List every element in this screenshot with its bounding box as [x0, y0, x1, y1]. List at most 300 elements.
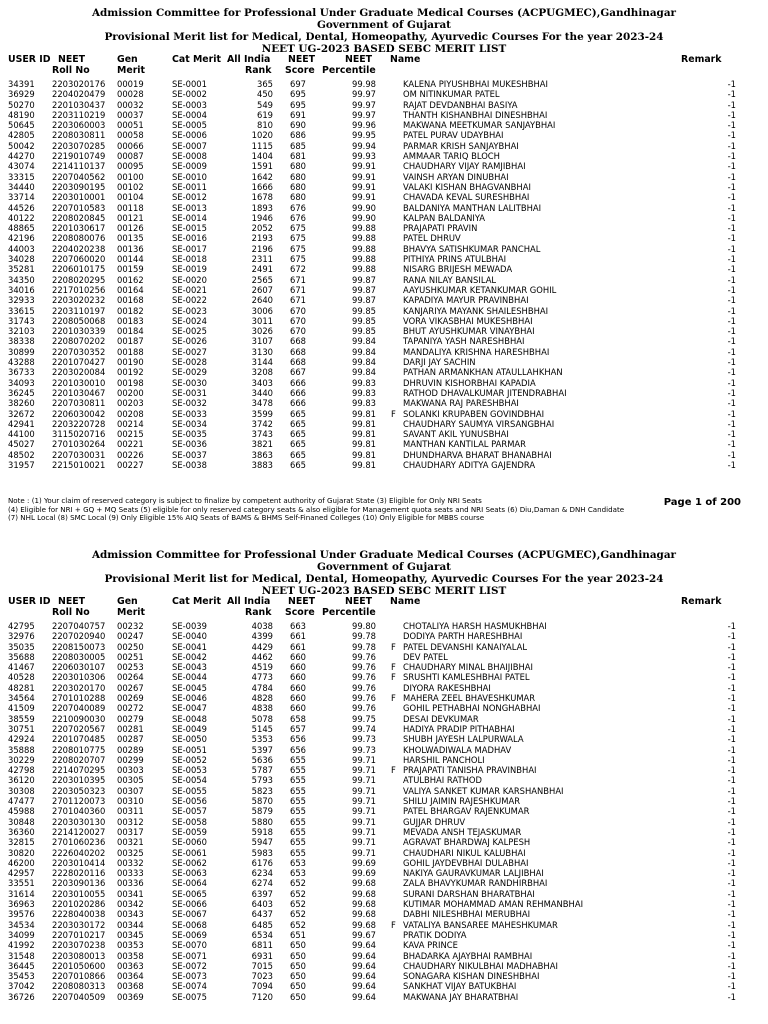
table-row	[0, 89, 768, 99]
candidate-name: MANTHAN KANTILAL PARMAR	[403, 439, 526, 450]
neet-score: 680	[290, 161, 306, 172]
remark: -1	[727, 672, 736, 683]
table-row	[0, 460, 768, 470]
neet-score: 667	[290, 367, 306, 378]
candidate-name: ATULBHAI RATHOD	[403, 775, 482, 786]
all-india-rank: 2196	[251, 243, 273, 254]
all-india-rank: 6234	[251, 868, 273, 879]
gen-merit: 00272	[117, 703, 144, 714]
table-row	[0, 192, 768, 202]
cat-merit: SE-0060	[172, 837, 207, 848]
neet-percentile: 99.68	[352, 888, 376, 899]
cat-merit: SE-0065	[172, 888, 207, 899]
user-id: 31743	[8, 315, 35, 326]
candidate-name: DODIYA PARTH HARESHBHAI	[403, 631, 523, 642]
remark: -1	[727, 418, 736, 429]
neet-roll-no: 2201070427	[52, 357, 106, 368]
gen-merit: 00058	[117, 130, 144, 141]
remark: -1	[727, 662, 736, 673]
neet-roll-no: 2201020286	[52, 899, 106, 910]
remark: -1	[727, 151, 736, 162]
user-id: 36963	[8, 899, 35, 910]
candidate-name: PARMAR KRISH SANJAYBHAI	[403, 140, 519, 151]
user-id: 36445	[8, 960, 35, 971]
neet-percentile: 99.67	[352, 929, 376, 940]
candidate-name: AMMAAR TARIQ BLOCH	[403, 151, 500, 162]
candidate-name: PRATIK DODIYA	[403, 929, 467, 940]
neet-percentile: 99.91	[352, 171, 376, 182]
neet-roll-no: 2203220728	[52, 418, 106, 429]
neet-roll-no: 2203010395	[52, 775, 106, 786]
all-india-rank: 5918	[251, 826, 273, 837]
cat-merit: SE-0015	[172, 223, 207, 234]
cat-merit: SE-0014	[172, 212, 207, 223]
cat-merit: SE-0034	[172, 418, 207, 429]
candidate-name: NISARG BRIJESH MEWADA	[403, 264, 513, 275]
gen-merit: 00159	[117, 264, 144, 275]
table-row	[0, 223, 768, 233]
gen-merit: 00247	[117, 631, 144, 642]
neet-roll-no: 2203070285	[52, 140, 106, 151]
neet-roll-no: 2208050068	[52, 315, 106, 326]
user-id: 43288	[8, 357, 35, 368]
cat-merit: SE-0029	[172, 367, 207, 378]
user-id: 41992	[8, 940, 35, 951]
cat-merit: SE-0025	[172, 326, 207, 337]
col-cat-merit: Cat Merit	[172, 596, 221, 607]
all-india-rank: 7023	[251, 971, 273, 982]
cat-merit: SE-0040	[172, 631, 207, 642]
neet-roll-no: 2219010749	[52, 151, 106, 162]
user-id: 35281	[8, 264, 35, 275]
candidate-name: HARSHIL PANCHOLI	[403, 754, 485, 765]
table-row	[0, 172, 768, 182]
neet-roll-no: 2203050323	[52, 785, 106, 796]
cat-merit: SE-0051	[172, 744, 207, 755]
candidate-name: AGRAVAT BHARDWAJ KALPESH	[403, 837, 531, 848]
neet-percentile: 99.76	[352, 672, 376, 683]
cat-merit: SE-0038	[172, 459, 207, 470]
gen-merit: 00303	[117, 765, 144, 776]
note-line-2: (4) Eligible for NRI + GQ + MQ Seats (5) eligible for only reserved category seats & also eligible for Management quota seats and NRI Seats (6) Diu,Daman & DNH Candidate	[8, 504, 625, 514]
candidate-name: RAJAT DEVDANBHAI BASIYA	[403, 99, 518, 110]
neet-score: 650	[290, 981, 306, 992]
remark: -1	[727, 703, 736, 714]
neet-percentile: 99.68	[352, 899, 376, 910]
candidate-name: AAYUSHKUMAR KETANKUMAR GOHIL	[403, 284, 557, 295]
user-id: 36360	[8, 826, 35, 837]
table-row	[0, 662, 768, 672]
candidate-name: CHOTALIYA HARSH HASMUKHBHAI	[403, 621, 547, 631]
neet-roll-no: 2207020940	[52, 631, 106, 642]
neet-percentile: 99.88	[352, 223, 376, 234]
user-id: 31614	[8, 888, 35, 899]
table-row	[0, 264, 768, 274]
neet-percentile: 99.68	[352, 878, 376, 889]
user-id: 34534	[8, 919, 35, 930]
candidate-name: PATEL DHRUV	[403, 233, 461, 244]
gen-merit: 00208	[117, 408, 144, 419]
all-india-rank: 6534	[251, 929, 273, 940]
neet-score: 650	[290, 971, 306, 982]
remark: -1	[727, 744, 736, 755]
neet-percentile: 99.96	[352, 120, 376, 131]
remark: -1	[727, 192, 736, 203]
neet-roll-no: 2203030130	[52, 816, 106, 827]
cat-merit: SE-0033	[172, 408, 207, 419]
neet-roll-no: 2208030811	[52, 130, 106, 141]
remark: -1	[727, 621, 736, 631]
remark: -1	[727, 878, 736, 889]
all-india-rank: 1591	[251, 161, 273, 172]
header-list-name: NEET UG-2023 BASED SEBC MERIT LIST	[261, 585, 507, 597]
cat-merit: SE-0020	[172, 274, 207, 285]
table-row	[0, 837, 768, 847]
gen-merit: 00343	[117, 909, 144, 920]
table-row	[0, 182, 768, 192]
all-india-rank: 6811	[251, 940, 273, 951]
table-row	[0, 429, 768, 439]
cat-merit: SE-0002	[172, 89, 207, 100]
all-india-rank: 1893	[251, 202, 273, 213]
candidate-name: BHAVYA SATISHKUMAR PANCHAL	[403, 243, 541, 254]
candidate-name: GUJJAR DHRUV	[403, 816, 466, 827]
gen-merit: 00305	[117, 775, 144, 786]
col-gen-merit-1: Gen	[117, 54, 138, 65]
neet-percentile: 99.64	[352, 971, 376, 982]
user-id: 50645	[8, 120, 35, 131]
gen-merit: 00051	[117, 120, 144, 131]
remark: -1	[727, 857, 736, 868]
table-row	[0, 306, 768, 316]
neet-roll-no: 2207040562	[52, 171, 106, 182]
candidate-name: RANA NILAY BANSILAL	[403, 274, 497, 285]
all-india-rank: 549	[257, 99, 273, 110]
gen-merit: 00358	[117, 950, 144, 961]
all-india-rank: 3863	[251, 449, 273, 460]
neet-percentile: 99.64	[352, 940, 376, 951]
remark: -1	[727, 765, 736, 776]
user-id: 48281	[8, 682, 35, 693]
neet-roll-no: 2204020238	[52, 243, 106, 254]
cat-merit: SE-0049	[172, 723, 207, 734]
all-india-rank: 1666	[251, 181, 273, 192]
neet-percentile: 99.81	[352, 459, 376, 470]
all-india-rank: 1020	[251, 130, 273, 141]
cat-merit: SE-0011	[172, 181, 207, 192]
all-india-rank: 1946	[251, 212, 273, 223]
remark: -1	[727, 981, 736, 992]
neet-percentile: 99.76	[352, 693, 376, 704]
neet-score: 660	[290, 662, 306, 673]
col-neet-roll-1: NEET	[58, 596, 86, 607]
col-neet-score-1: NEET	[288, 54, 316, 65]
neet-percentile: 99.73	[352, 734, 376, 745]
cat-merit: SE-0052	[172, 754, 207, 765]
remark: -1	[727, 734, 736, 745]
neet-roll-no: 2203010414	[52, 857, 106, 868]
table-row	[0, 683, 768, 693]
neet-roll-no: 2203020084	[52, 367, 106, 378]
candidate-name: PATEL BHARGAV RAJENKUMAR	[403, 806, 530, 817]
table-row	[0, 961, 768, 971]
candidate-name: CHAUDHARI NIKUL KALUBHAI	[403, 847, 526, 858]
neet-score: 650	[290, 960, 306, 971]
remark: -1	[727, 826, 736, 837]
col-all-india-2: Rank	[245, 65, 272, 76]
neet-score: 697	[290, 79, 306, 89]
neet-roll-no: 3115020716	[52, 429, 106, 440]
header-committee: Admission Committee for Professional Under Graduate Medical Courses (ACPUGMEC),Gandhinagar	[91, 549, 677, 561]
col-neet-score-2: Score	[285, 607, 315, 618]
candidate-name: SURANI DARSHAN BHARATBHAI	[403, 888, 535, 899]
neet-percentile: 99.81	[352, 449, 376, 460]
table-row	[0, 889, 768, 899]
table-row	[0, 367, 768, 377]
table-row	[0, 161, 768, 171]
neet-percentile: 99.88	[352, 264, 376, 275]
all-india-rank: 3403	[251, 377, 273, 388]
remark: -1	[727, 429, 736, 440]
neet-roll-no: 2207010217	[52, 929, 106, 940]
cat-merit: SE-0070	[172, 940, 207, 951]
cat-merit: SE-0021	[172, 284, 207, 295]
user-id: 42795	[8, 621, 35, 631]
table-row	[0, 909, 768, 919]
gen-merit: 00135	[117, 233, 144, 244]
table-row	[0, 734, 768, 744]
all-india-rank: 6397	[251, 888, 273, 899]
candidate-name: CHAUDHARY NIKULBHAI MADHABHAI	[403, 960, 558, 971]
gen-merit: 00311	[117, 806, 144, 817]
remark: -1	[727, 971, 736, 982]
remark: -1	[727, 181, 736, 192]
user-id: 34099	[8, 929, 35, 940]
cat-merit: SE-0013	[172, 202, 207, 213]
all-india-rank: 4773	[251, 672, 273, 683]
remark: -1	[727, 816, 736, 827]
table-row	[0, 141, 768, 151]
cat-merit: SE-0073	[172, 971, 207, 982]
all-india-rank: 2565	[251, 274, 273, 285]
remark: -1	[727, 631, 736, 642]
neet-percentile: 99.87	[352, 274, 376, 285]
user-id: 32976	[8, 631, 35, 642]
neet-roll-no: 2201030437	[52, 99, 106, 110]
user-id: 34028	[8, 254, 35, 265]
neet-percentile: 99.97	[352, 99, 376, 110]
user-id: 42196	[8, 233, 35, 244]
neet-percentile: 99.84	[352, 346, 376, 357]
gen-merit: 00364	[117, 971, 144, 982]
neet-percentile: 99.88	[352, 254, 376, 265]
neet-score: 650	[290, 950, 306, 961]
neet-roll-no: 2701060236	[52, 837, 106, 848]
neet-score: 653	[290, 868, 306, 879]
neet-percentile: 99.71	[352, 765, 376, 776]
female-flag: F	[391, 408, 396, 419]
neet-roll-no: 2207040757	[52, 621, 106, 631]
all-india-rank: 5870	[251, 796, 273, 807]
table-row	[0, 120, 768, 130]
neet-score: 655	[290, 775, 306, 786]
neet-score: 675	[290, 223, 306, 234]
table-row	[0, 244, 768, 254]
neet-roll-no: 2207020567	[52, 723, 106, 734]
neet-score: 680	[290, 171, 306, 182]
candidate-name: GOHIL JAYDEVBHAI DULABHAI	[403, 857, 529, 868]
user-id: 38260	[8, 398, 35, 409]
gen-merit: 00250	[117, 641, 144, 652]
candidate-name: PRAJAPATI TANISHA PRAVINBHAI	[403, 765, 537, 776]
neet-roll-no: 2208070202	[52, 336, 106, 347]
col-neet-percentile-1: NEET	[345, 596, 373, 607]
table-row	[0, 652, 768, 662]
neet-score: 668	[290, 357, 306, 368]
user-id: 36929	[8, 89, 35, 100]
neet-percentile: 99.81	[352, 418, 376, 429]
gen-merit: 00310	[117, 796, 144, 807]
user-id: 44100	[8, 429, 35, 440]
female-flag: F	[391, 662, 396, 673]
neet-score: 658	[290, 713, 306, 724]
neet-roll-no: 2208080313	[52, 981, 106, 992]
col-neet-score-1: NEET	[288, 596, 316, 607]
neet-score: 668	[290, 346, 306, 357]
neet-percentile: 99.71	[352, 796, 376, 807]
neet-score: 660	[290, 672, 306, 683]
table-row	[0, 295, 768, 305]
cat-merit: SE-0055	[172, 785, 207, 796]
candidate-name: MAHERA ZEEL BHAVESHKUMAR	[403, 693, 536, 704]
neet-score: 660	[290, 682, 306, 693]
gen-merit: 00353	[117, 940, 144, 951]
female-flag: F	[391, 641, 396, 652]
all-india-rank: 3883	[251, 459, 273, 470]
user-id: 36733	[8, 367, 35, 378]
candidate-name: NAKIYA GAURAVKUMAR LALJIBHAI	[403, 868, 544, 879]
cat-merit: SE-0059	[172, 826, 207, 837]
all-india-rank: 7120	[251, 991, 273, 1002]
remark: -1	[727, 233, 736, 244]
page-header	[0, 549, 768, 597]
gen-merit: 00267	[117, 682, 144, 693]
col-all-india-1: All India	[227, 54, 271, 65]
user-id: 35035	[8, 641, 35, 652]
cat-merit: SE-0024	[172, 315, 207, 326]
all-india-rank: 6176	[251, 857, 273, 868]
column-headers	[0, 596, 768, 620]
cat-merit: SE-0007	[172, 140, 207, 151]
remark: -1	[727, 919, 736, 930]
candidate-name: RATHOD DHAVALKUMAR JITENDRABHAI	[403, 387, 567, 398]
neet-score: 653	[290, 857, 306, 868]
cat-merit: SE-0016	[172, 233, 207, 244]
remark: -1	[727, 367, 736, 378]
user-id: 46200	[8, 857, 35, 868]
neet-roll-no: 2203110197	[52, 305, 106, 316]
gen-merit: 00164	[117, 284, 144, 295]
gen-merit: 00227	[117, 459, 144, 470]
neet-percentile: 99.88	[352, 243, 376, 254]
neet-roll-no: 2701040360	[52, 806, 106, 817]
user-id: 33714	[8, 192, 35, 203]
cat-merit: SE-0066	[172, 899, 207, 910]
table-row	[0, 398, 768, 408]
table-row	[0, 642, 768, 652]
neet-roll-no: 2207060020	[52, 254, 106, 265]
gen-merit: 00299	[117, 754, 144, 765]
candidate-name: DABHI NILESHBHAI MERUBHAI	[403, 909, 531, 920]
neet-roll-no: 2207010583	[52, 202, 106, 213]
user-id: 42805	[8, 130, 35, 141]
all-india-rank: 4038	[251, 621, 273, 631]
remark: -1	[727, 754, 736, 765]
gen-merit: 00183	[117, 315, 144, 326]
remark: -1	[727, 847, 736, 858]
user-id: 32933	[8, 295, 35, 306]
user-id: 34350	[8, 274, 35, 285]
table-row	[0, 621, 768, 631]
neet-roll-no: 2207030031	[52, 449, 106, 460]
cat-merit: SE-0047	[172, 703, 207, 714]
user-id: 36245	[8, 387, 35, 398]
candidate-name: DEV PATEL	[403, 651, 448, 662]
remark: -1	[727, 950, 736, 961]
remark: -1	[727, 243, 736, 254]
female-flag: F	[391, 919, 396, 930]
remark: -1	[727, 223, 736, 234]
neet-score: 695	[290, 99, 306, 110]
table-row	[0, 439, 768, 449]
cat-merit: SE-0042	[172, 651, 207, 662]
remark: -1	[727, 357, 736, 368]
gen-merit: 00369	[117, 991, 144, 1002]
neet-roll-no: 2203110219	[52, 109, 106, 120]
cat-merit: SE-0031	[172, 387, 207, 398]
remark: -1	[727, 264, 736, 275]
neet-score: 665	[290, 418, 306, 429]
table-row	[0, 326, 768, 336]
neet-roll-no: 2201030467	[52, 387, 106, 398]
remark: -1	[727, 140, 736, 151]
neet-score: 655	[290, 796, 306, 807]
neet-roll-no: 2208020707	[52, 754, 106, 765]
remark: -1	[727, 775, 736, 786]
candidate-name: SHILU JAIMIN RAJESHKUMAR	[403, 796, 521, 807]
table-row	[0, 419, 768, 429]
all-india-rank: 2311	[251, 254, 273, 265]
user-id: 35453	[8, 971, 35, 982]
table-row	[0, 378, 768, 388]
all-india-rank: 2052	[251, 223, 273, 234]
header-merit-title: Provisional Merit list for Medical, Dental, Homeopathy, Ayurvedic Courses For the year 2023-24	[104, 31, 664, 43]
cat-merit: SE-0075	[172, 991, 207, 1002]
remark: -1	[727, 408, 736, 419]
all-india-rank: 5636	[251, 754, 273, 765]
header-government: Government of Gujarat	[316, 19, 451, 31]
gen-merit: 00363	[117, 960, 144, 971]
neet-roll-no: 2208080076	[52, 233, 106, 244]
neet-score: 652	[290, 878, 306, 889]
table-row	[0, 796, 768, 806]
neet-percentile: 99.87	[352, 284, 376, 295]
remark: -1	[727, 449, 736, 460]
user-id: 39576	[8, 909, 35, 920]
remark: -1	[727, 713, 736, 724]
all-india-rank: 4399	[251, 631, 273, 642]
cat-merit: SE-0072	[172, 960, 207, 971]
